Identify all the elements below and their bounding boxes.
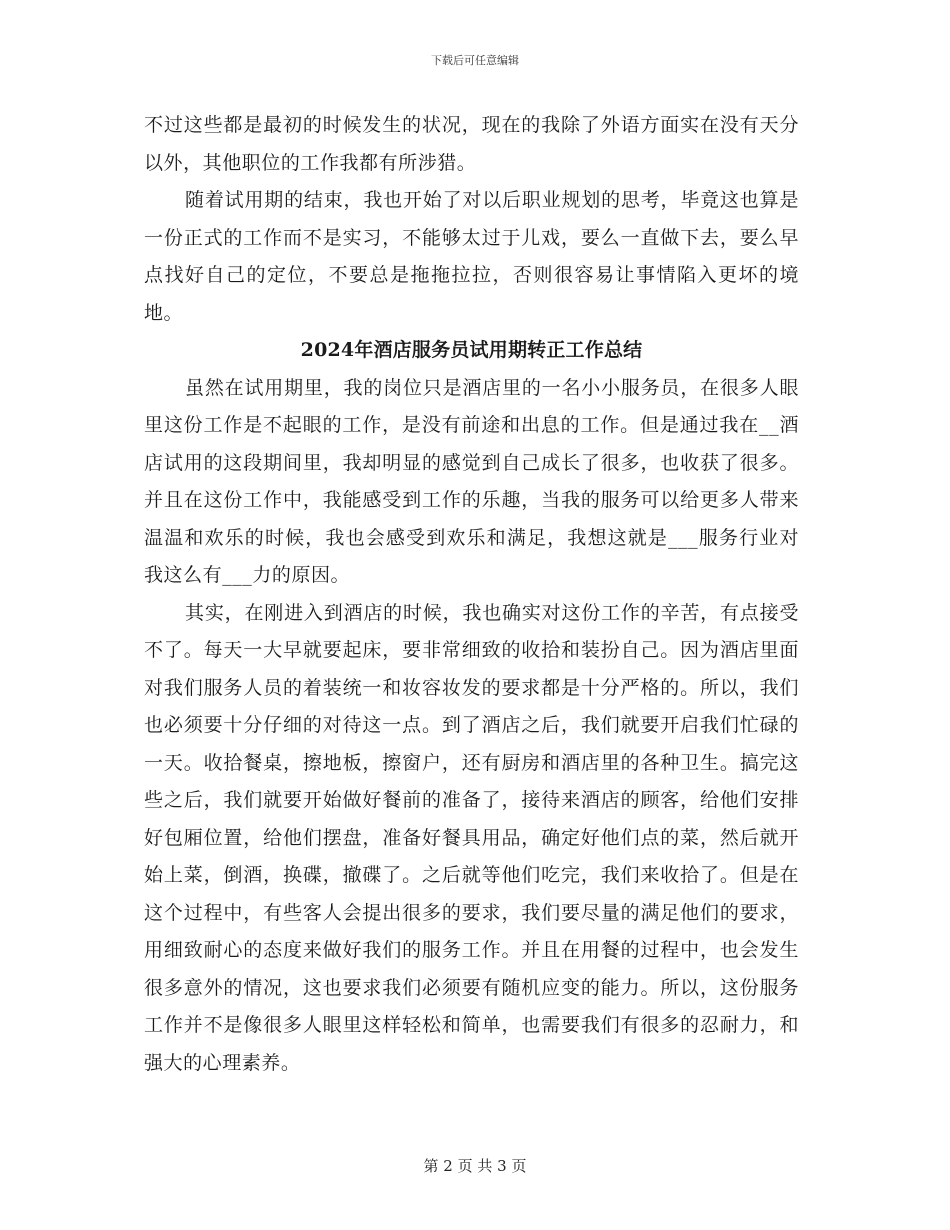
paragraph-daily-work: 其实，在刚进入到酒店的时候，我也确实对这份工作的辛苦，有点接受不了。每天一大早就要起床，要非常细致的收拾和装扮自己。因为酒店里面对我们服务人员的着装统一和妆容妆发的要求都是十分严格的。所以，我们也必须要十分仔细的对待这一点。到了酒店之后，我们就要开启我们忙碌的一天。收拾餐桌，擦地板，擦窗户，还有厨房和酒店里的各种卫生。搞完这些之后，我们就要开始做好餐前的准备了，接待来酒店的顾客，给他们安排好包厢位置，给他们摆盘，准备好餐具用品，确定好他们点的菜，然后就开始上菜，倒酒，换碟，撤碟了。之后就等他们吃完，我们来收拾了。但是在这个过程中，有些客人会提出很多的要求，我们要尽量的满足他们的要求，用细致耐心的态度来做好我们的服务工作。并且在用餐的过程中，也会发生很多意外的情况，这也要求我们必须要有随机应变的能力。所以，这份服务工作并不是像很多人眼里这样轻松和简单，也需要我们有很多的忍耐力，和强大的心理素养。 bbox=[144, 601, 799, 1074]
paragraph-career-planning: 随着试用期的结束，我也开始了对以后职业规划的思考，毕竟这也算是一份正式的工作而不是实习，不能够太过于儿戏，要么一直做下去，要么早点找好自己的定位，不要总是拖拖拉拉，否则很容易让事情陷入更坏的境地。 bbox=[144, 189, 799, 324]
section-title: 2024年酒店服务员试用期转正工作总结 bbox=[300, 339, 643, 361]
page-number: 第 2 页 共 3 页 bbox=[423, 1157, 527, 1175]
paragraph-continuation: 不过这些都是最初的时候发生的状况，现在的我除了外语方面实在没有天分以外，其他职位的工作我都有所涉猎。 bbox=[144, 114, 799, 174]
document-body bbox=[144, 107, 799, 1082]
page-header: 下载后可任意编辑 bbox=[431, 54, 519, 67]
paragraph-intro: 虽然在试用期里，我的岗位只是酒店里的一名小小服务员，在很多人眼里这份工作是不起眼的工作，是没有前途和出息的工作。但是通过我在__酒店试用的这段期间里，我却明显的感觉到自己成长了很多，也收获了很多。并且在这份工作中，我能感受到工作的乐趣，当我的服务可以给更多人带来温温和欢乐的时候，我也会感受到欢乐和满足，我想这就是___服务行业对我这么有___力的原因。 bbox=[144, 376, 799, 586]
